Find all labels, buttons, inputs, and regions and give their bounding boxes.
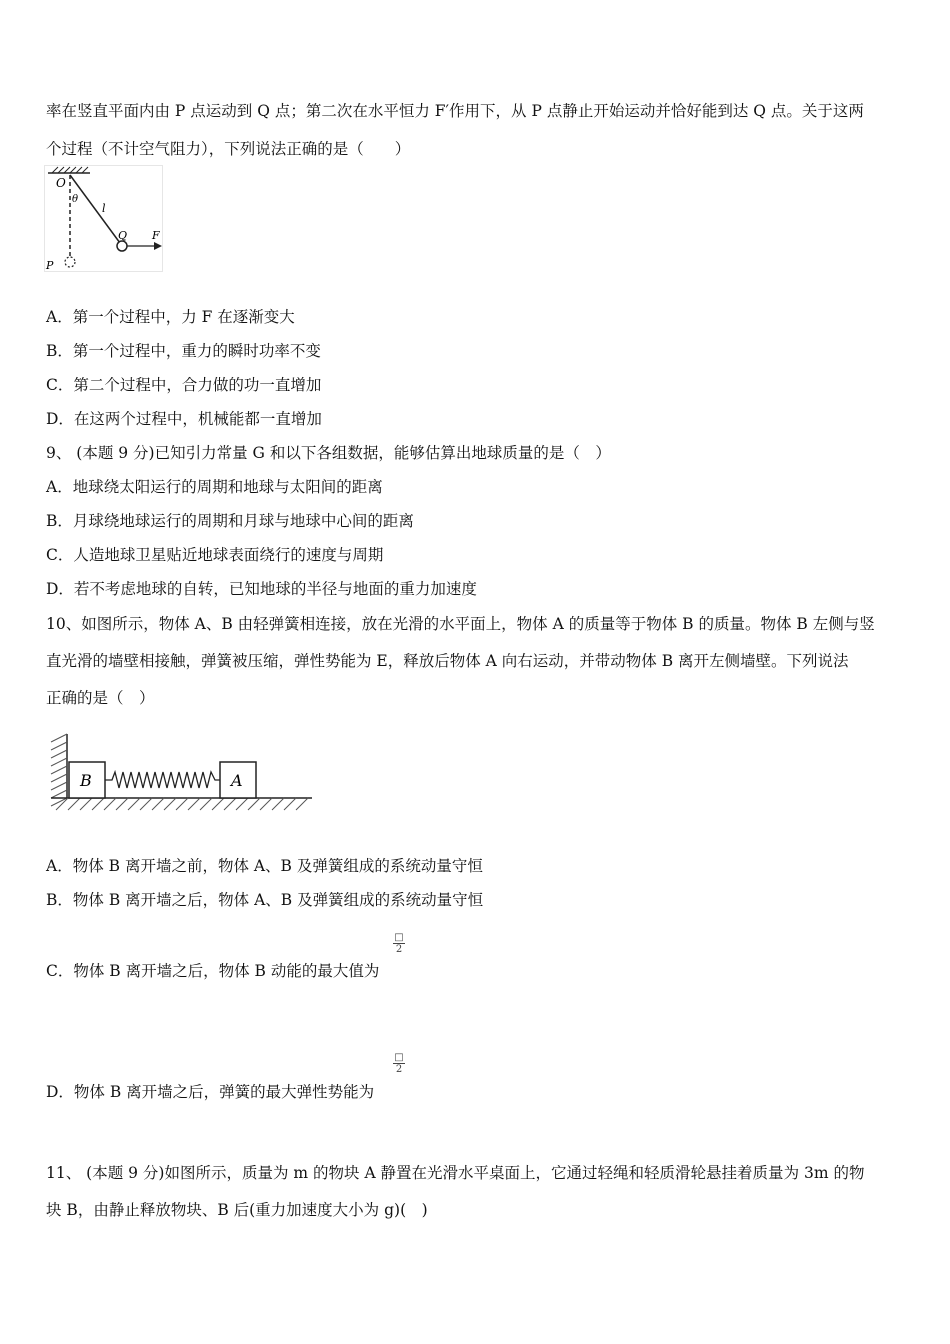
q10-option-c-fraction bbox=[393, 932, 405, 955]
q10-option-d-fraction bbox=[393, 1052, 405, 1075]
q9-option-c: C．人造地球卫星贴近地球表面绕行的速度与周期 bbox=[46, 546, 384, 564]
q10-stem-line1: 10、如图所示，物体 A、B 由轻弹簧相连接，放在光滑的水平面上，物体 A 的质量等于物体 B 的质量。物体 B 左侧与竖 bbox=[46, 615, 875, 633]
q8-stem-line1: 率在竖直平面内由 P 点运动到 Q 点；第二次在水平恒力 F′作用下，从 P 点静止开始运动并恰好能到达 Q 点。关于这两 bbox=[46, 102, 864, 120]
pendulum-bob-p bbox=[65, 257, 75, 267]
frac-d-num: □ bbox=[394, 1052, 404, 1063]
pendulum-bob-q bbox=[117, 241, 127, 251]
q10-stem-line2: 直光滑的墙壁相接触，弹簧被压缩，弹性势能为 E，释放后物体 A 向右运动，并带动物体 B 离开左侧墙壁。下列说法 bbox=[46, 652, 849, 670]
q9-option-a: A．地球绕太阳运行的周期和地球与太阳间的距离 bbox=[46, 478, 383, 496]
q8-option-b: B．第一个过程中，重力的瞬时功率不变 bbox=[46, 342, 321, 360]
q8-stem-line2: 个过程（不计空气阻力），下列说法正确的是（ ） bbox=[46, 140, 411, 158]
frac-d-den: 2 bbox=[395, 1064, 403, 1075]
q8-option-d: D．在这两个过程中，机械能都一直增加 bbox=[46, 410, 322, 428]
q10-option-b: B．物体 B 离开墙之后，物体 A、B 及弹簧组成的系统动量守恒 bbox=[46, 891, 484, 909]
q9-stem: 9、 (本题 9 分)已知引力常量 G 和以下各组数据，能够估算出地球质量的是（ ） bbox=[46, 444, 611, 462]
label-b: B bbox=[80, 771, 92, 790]
label-q: Q bbox=[118, 229, 128, 242]
pendulum-string bbox=[70, 175, 120, 243]
q9-option-d: D．若不考虑地球的自转，已知地球的半径与地面的重力加速度 bbox=[46, 580, 477, 598]
spring-block-figure bbox=[48, 732, 316, 814]
q10-option-d: D．物体 B 离开墙之后，弹簧的最大弹性势能为 bbox=[46, 1083, 375, 1101]
q10-option-c: C．物体 B 离开墙之后，物体 B 动能的最大值为 bbox=[46, 962, 380, 980]
q9-option-b: B．月球绕地球运行的周期和月球与地球中心间的距离 bbox=[46, 512, 414, 530]
label-f: F bbox=[152, 229, 160, 242]
label-theta: θ bbox=[72, 194, 79, 205]
frac-c-num: □ bbox=[394, 932, 404, 943]
label-p: P bbox=[46, 259, 54, 272]
q11-stem-line1: 11、 (本题 9 分)如图所示，质量为 m 的物块 A 静置在光滑水平桌面上，它通过轻绳和轻质滑轮悬挂着质量为 3m 的物 bbox=[46, 1164, 865, 1182]
label-a: A bbox=[231, 771, 243, 790]
label-l: l bbox=[102, 202, 106, 215]
pendulum-figure bbox=[44, 165, 168, 275]
label-o: O bbox=[56, 176, 66, 190]
frac-c-den: 2 bbox=[395, 944, 403, 955]
spring bbox=[105, 772, 220, 788]
q10-option-a: A．物体 B 离开墙之前，物体 A、B 及弹簧组成的系统动量守恒 bbox=[46, 857, 483, 875]
q8-option-a: A．第一个过程中，力 F 在逐渐变大 bbox=[46, 308, 295, 326]
q8-option-c: C．第二个过程中，合力做的功一直增加 bbox=[46, 376, 322, 394]
q11-stem-line2: 块 B，由静止释放物块、B 后(重力加速度大小为 g)( ) bbox=[46, 1201, 428, 1219]
force-arrowhead bbox=[154, 242, 162, 250]
wall bbox=[51, 734, 67, 806]
q10-stem-line3: 正确的是（ ） bbox=[46, 689, 155, 707]
